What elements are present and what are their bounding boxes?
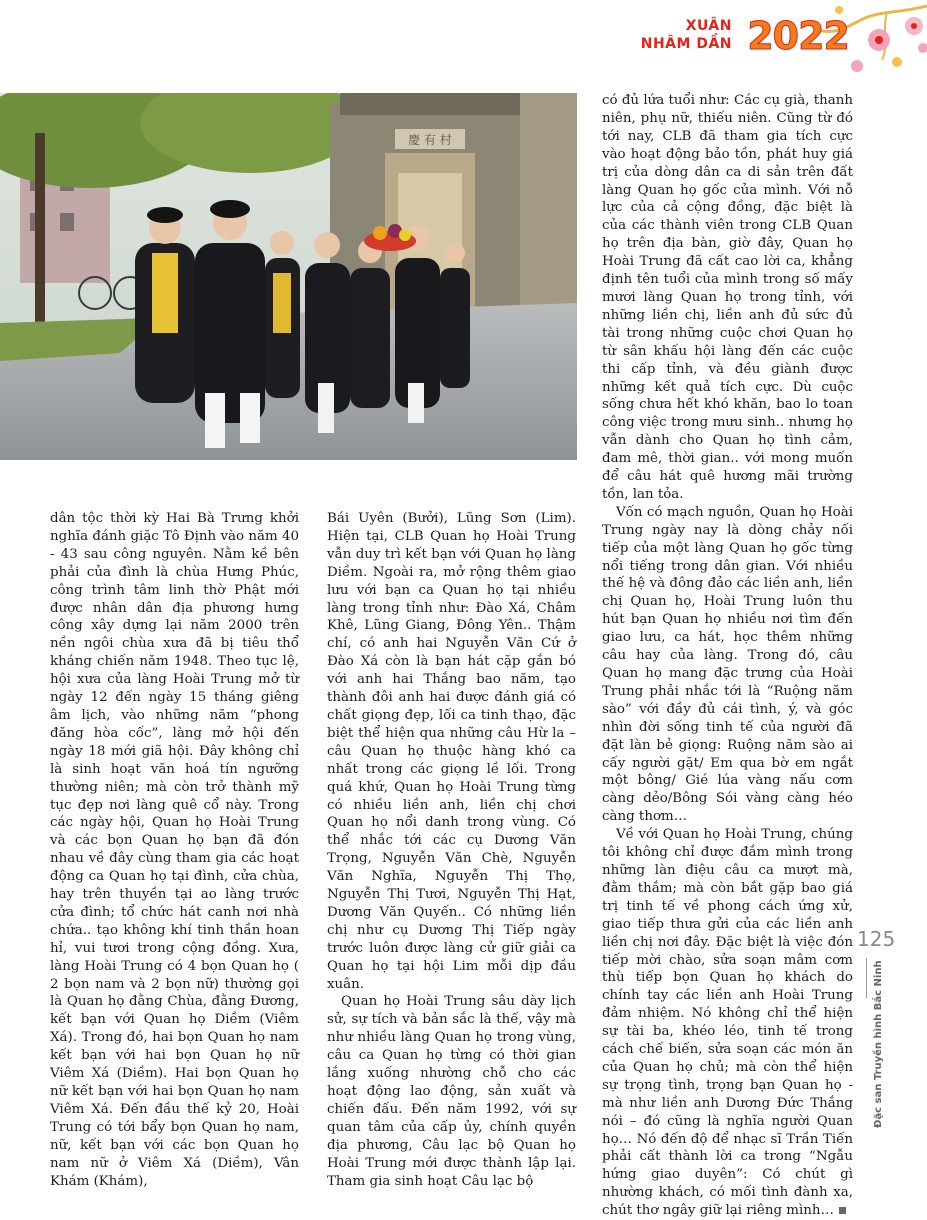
column2-paragraph: Bái Uyên (Bưởi), Lũng Sơn (Lim). Hiện tại, CLB Quan họ Hoài Trung vẫn duy trì kết bạn với Quan họ làng Diềm. Ngoài ra, mở rộng thêm giao lưu với bạn ca Quan họ tại nhiều làng trong tỉnh như: Đào Xá, Châm Khê, Lũng Giang, Đông Yên.. Thậm chí, có anh hai Nguyễn Văn Cứ ở Đào Xá còn là bạn hát cặp gắn bó với anh hai Thắng bao năm, tạo thành đôi anh hai được đánh giá có chất giọng đẹp, lối ca tinh thạo, đặc biệt thể hiện qua những câu Hừ la – câu Quan họ thuộc hàng khó ca nhất trong các giọng lề lối. Trong quá khứ, Quan họ Hoài Trung từng có nhiều liền anh, liền chị chơi Quan họ nổi danh trong vùng. Có thể nhắc tới các cụ Dương Văn Trọng, Nguyễn Văn Chè, Nguyễn Văn Nghĩa, Nguyễn Thị Thọ, Nguyễn Thị Tươi, Nguyễn Thị Hạt, Dương Văn Quyến.. Có những liền chị như cụ Dương Thị Tiếp ngày trước luôn được làng cử giữ giải ca Quan họ tại hội Lim mỗi dịp đầu xuân. [327, 511, 576, 992]
page-number: 125 [857, 927, 896, 951]
publication-title: Đặc san Truyền hình Bắc Ninh [873, 960, 884, 1128]
article-column-3 [602, 92, 853, 1220]
gate-inscription: 慶 有 村 [408, 133, 452, 147]
column3-paragraph-last [602, 826, 853, 1220]
issue-header [627, 0, 927, 80]
header-xuan: XUÂN [685, 18, 732, 34]
article-column-2 [327, 510, 576, 1190]
article-column-1 [50, 510, 299, 1190]
procession-photo [0, 93, 577, 460]
column3-paragraph: có đủ lứa tuổi như: Các cụ già, thanh niên, phụ nữ, thiếu niên. Cũng từ đó tới nay, CLB đã tham gia tích cực vào hoạt động bảo tồn, phát huy giá trị của dòng dân ca di sản trên đất làng Quan họ gốc của mình. Với nỗ lực của cả cộng đồng, đặc biệt là của các thành viên trong CLB Quan họ trên địa bàn, giờ đây, Quan họ Hoài Trung đã cất cao lời ca, khẳng định tên tuổi của mình trong số mấy mươi làng Quan họ trong tỉnh, với những liền chị, liền anh đủ sức đủ tài trong những cuộc chơi Quan họ từ sân khấu hội làng đến các cuộc thi cấp tỉnh, và đều giành được những kết quả tích cực. Dù cuộc sống chưa hết khó khăn, bao lo toan công việc trong mưu sinh.. nhưng họ vẫn dành cho Quan họ tình cảm, đam mê, thời gian.. với mong muốn để câu hát quê hương mãi trường tồn, lan tỏa. [602, 93, 853, 502]
column3-paragraph-text: Về với Quan họ Hoài Trung, chúng tôi không chỉ được đắm mình trong những làn điệu câu ca mượt mà, đằm thắm; mà còn bắt gặp bao giá trị tinh tế về phong cách ứng xử, giao tiếp thưa gửi của các liền anh liền chị nơi đây. Đặc biệt là việc đón tiếp mời chào, sửa soạn mâm cơm thù tiếp bọn Quan họ khách do chính tay các liền anh Hoài Trung đảm nhiệm. Nó không chỉ thể hiện sự tài ba, khéo léo, tinh tế trong cách chế biến, sửa soạn các món ăn của Quan họ chủ; mà còn thể hiện sự trọng tình, trọng bạn Quan họ - mà như liền anh Dương Đức Thắng nói – đó cũng là nghĩa người Quan họ… Nó đến độ để nhạc sĩ Trần Tiến phải cất thành lời ca trong “Ngẫu hứng giao duyên”: Có chút gì nhường khách, có mối tình đành xa, chút thơ ngây giữ lại riêng mình… [602, 827, 853, 1219]
column2-paragraph: Quan họ Hoài Trung sâu dày lịch sử, sự tích và bản sắc là thế, vậy mà như nhiều làng Quan họ trong vùng, câu ca Quan họ từng có thời gian lắng xuống nhường chỗ cho các hoạt động lao động, sản xuất và chiến đấu. Đến năm 1992, với sự quan tâm của cấp ủy, chính quyền địa phương, Câu lạc bộ Quan họ Hoài Trung mới được thành lập lại. Tham gia sinh hoạt Câu lạc bộ [327, 994, 576, 1189]
header-nham-dan: NHÂM DẦN [640, 36, 732, 52]
column1-paragraph: dân tộc thời kỳ Hai Bà Trưng khởi nghĩa đánh giặc Tô Định vào năm 40 - 43 sau công nguyên. Nằm kề bên phải của đình là chùa Hưng Phúc, công trình tâm linh thờ Phật mới được nhân dân địa phương hưng công xây dựng lại năm 2000 trên nền ngôi chùa xưa đã bị tiêu thổ kháng chiến năm 1948. Theo tục lệ, hội xưa của làng Hoài Trung mở từ ngày 12 đến ngày 15 tháng giêng âm lịch, vào những năm “phong đăng hòa cốc”, làng mở hội đến ngày 18 mới giã hội. Đây không chỉ là sinh hoạt văn hoá tín ngưỡng thường niên; mà còn trở thành mỹ tục đẹp nơi làng quê cổ này. Trong các ngày hội, Quan họ Hoài Trung và các bọn Quan họ bạn đã đón nhau về đây cùng tham gia các hoạt động ca Quan họ tại đình, cửa chùa, hay trên thuyền tại ao làng trước cửa đình; tổ chức hát canh nơi nhà chứa.. tạo không khí tinh thần hoan hỉ, vui tươi trong cộng đồng. Xưa, làng Hoài Trung có 4 bọn Quan họ ( 2 bọn nam và 2 bọn nữ) thường gọi là Quan họ đằng Chùa, đằng Đương, kết bạn với Quan họ Diềm (Viêm Xá). Trong đó, hai bọn Quan họ nam kết bạn với hai bọn Quan họ nữ Viêm Xá (Diềm). Hai bọn Quan họ nữ kết bạn với hai bọn Quan họ nam Viêm Xá. Đến đầu thế kỷ 20, Hoài Trung có tới bẩy bọn Quan họ nam, nữ, kết bạn với các bọn Quan họ nam nữ ở Viêm Xá (Diềm), Vân Khám (Khám), [50, 511, 299, 1189]
end-of-article-icon [839, 1207, 846, 1214]
page-divider [866, 958, 867, 998]
article-photo [0, 93, 577, 460]
header-year: 2022 [747, 14, 849, 58]
column3-paragraph: Vốn có mạch nguồn, Quan họ Hoài Trung ngày nay là dòng chảy nối tiếp của một làng Quan họ gốc từng nổi tiếng trong dân gian. Với nhiều thế hệ và đông đảo các liền anh, liền chị Quan họ, Hoài Trung luôn thu hút bạn Quan họ nhiều nơi tìm đến giao lưu, ca hát, học thêm những câu hay của làng. Trong đó, câu Quan họ mang đặc trưng của Hoài Trung phải nhắc tới là “Ruộng năm sào” với đầy đủ cái tình, ý, và góc nhìn đời sống tinh tế của người đã đặt làn bẻ giọng: Ruộng năm sào ai cấy người gặt/ Em qua bờ em ngắt một bông/ Gié lúa vàng nấu cơm càng dẻo/Bông Sói vàng càng héo càng thơm… [602, 504, 853, 825]
